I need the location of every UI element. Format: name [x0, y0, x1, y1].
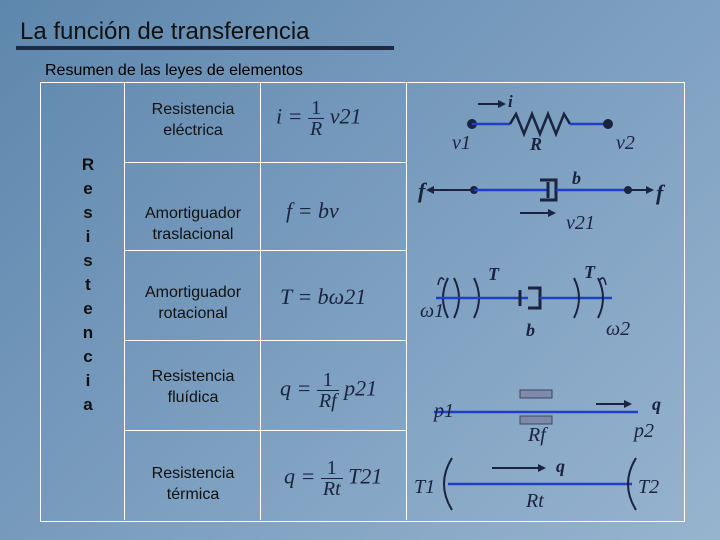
- side-label-letter: e: [83, 179, 93, 198]
- category-resistencia-termica: Resistencia térmica: [151, 465, 235, 503]
- label-torque-right: T: [584, 262, 595, 282]
- label-force-right: f: [656, 180, 664, 205]
- torque-arc-left: [438, 278, 444, 285]
- label-heat-q: q: [556, 456, 565, 476]
- label-p1: p1: [434, 400, 454, 422]
- orifice-bottom: [520, 416, 552, 424]
- label-rt: Rt: [526, 490, 544, 512]
- current-arrowhead: [498, 100, 506, 108]
- equation-fluidic: q = $\frac{1}{Rf}$ p21: [280, 369, 378, 412]
- force-arrowhead-right: [646, 186, 654, 194]
- equation-rotational: T = bω21: [280, 284, 367, 309]
- label-current: i: [508, 92, 513, 111]
- terminal-v2: [603, 119, 613, 129]
- category-amortiguador-traslacional: Amortiguador traslacional: [144, 205, 242, 243]
- category-amortiguador-rotacional: Amortiguador rotacional: [144, 284, 242, 322]
- page-title: La función de transferencia: [20, 18, 310, 45]
- side-label-letter: s: [83, 251, 93, 270]
- side-label-letter: n: [82, 323, 94, 342]
- equation-thermal: q = $\frac{1}{Rt}$ T21: [284, 457, 383, 500]
- page-subtitle: Resumen de las leyes de elementos: [45, 62, 303, 79]
- equation-electrical: i = $\frac{1}{R}$ v21: [276, 97, 362, 140]
- resistor-diagram: [467, 100, 613, 134]
- label-t1: T1: [414, 476, 436, 498]
- side-label-letter: i: [85, 371, 91, 390]
- flow-arrowhead: [624, 400, 632, 408]
- equation-translational: f = bv: [286, 198, 339, 223]
- side-label-letter: i: [85, 227, 91, 246]
- orifice-top: [520, 390, 552, 398]
- category-resistencia-fluidica: Resistencia fluídica: [151, 368, 235, 406]
- side-label-letter: s: [83, 203, 93, 222]
- label-v1: v1: [452, 132, 471, 154]
- label-flow-q: q: [652, 394, 661, 414]
- side-label-letter: e: [83, 299, 93, 318]
- label-force-left: f: [418, 178, 426, 203]
- fluidic-resistance-diagram: [434, 390, 638, 424]
- label-velocity: v21: [566, 212, 595, 234]
- label-damping-b: b: [572, 168, 581, 188]
- label-torque-left: T: [488, 264, 499, 284]
- label-omega2: ω2: [606, 318, 631, 340]
- side-label-letter: R: [81, 155, 95, 174]
- label-omega1: ω1: [420, 300, 445, 322]
- side-label-letter: t: [85, 275, 91, 294]
- rotational-damper-diagram: [436, 278, 612, 318]
- label-rf: Rf: [528, 424, 546, 446]
- label-rot-damping-b: b: [526, 320, 535, 340]
- resistor-zigzag: [510, 114, 570, 134]
- heat-flow-arrowhead: [538, 464, 546, 472]
- translational-damper-diagram: [426, 180, 654, 217]
- side-label-letter: c: [83, 347, 93, 366]
- label-t2: T2: [638, 476, 660, 498]
- side-label-letter: a: [83, 395, 93, 414]
- force-arrowhead-left: [426, 186, 434, 194]
- velocity-arrowhead: [548, 209, 556, 217]
- label-v2: v2: [616, 132, 635, 154]
- label-p2: p2: [634, 420, 654, 442]
- rotational-housing: [528, 288, 540, 308]
- category-resistencia-electrica: Resistencia eléctrica: [151, 101, 235, 139]
- label-r: R: [530, 134, 543, 154]
